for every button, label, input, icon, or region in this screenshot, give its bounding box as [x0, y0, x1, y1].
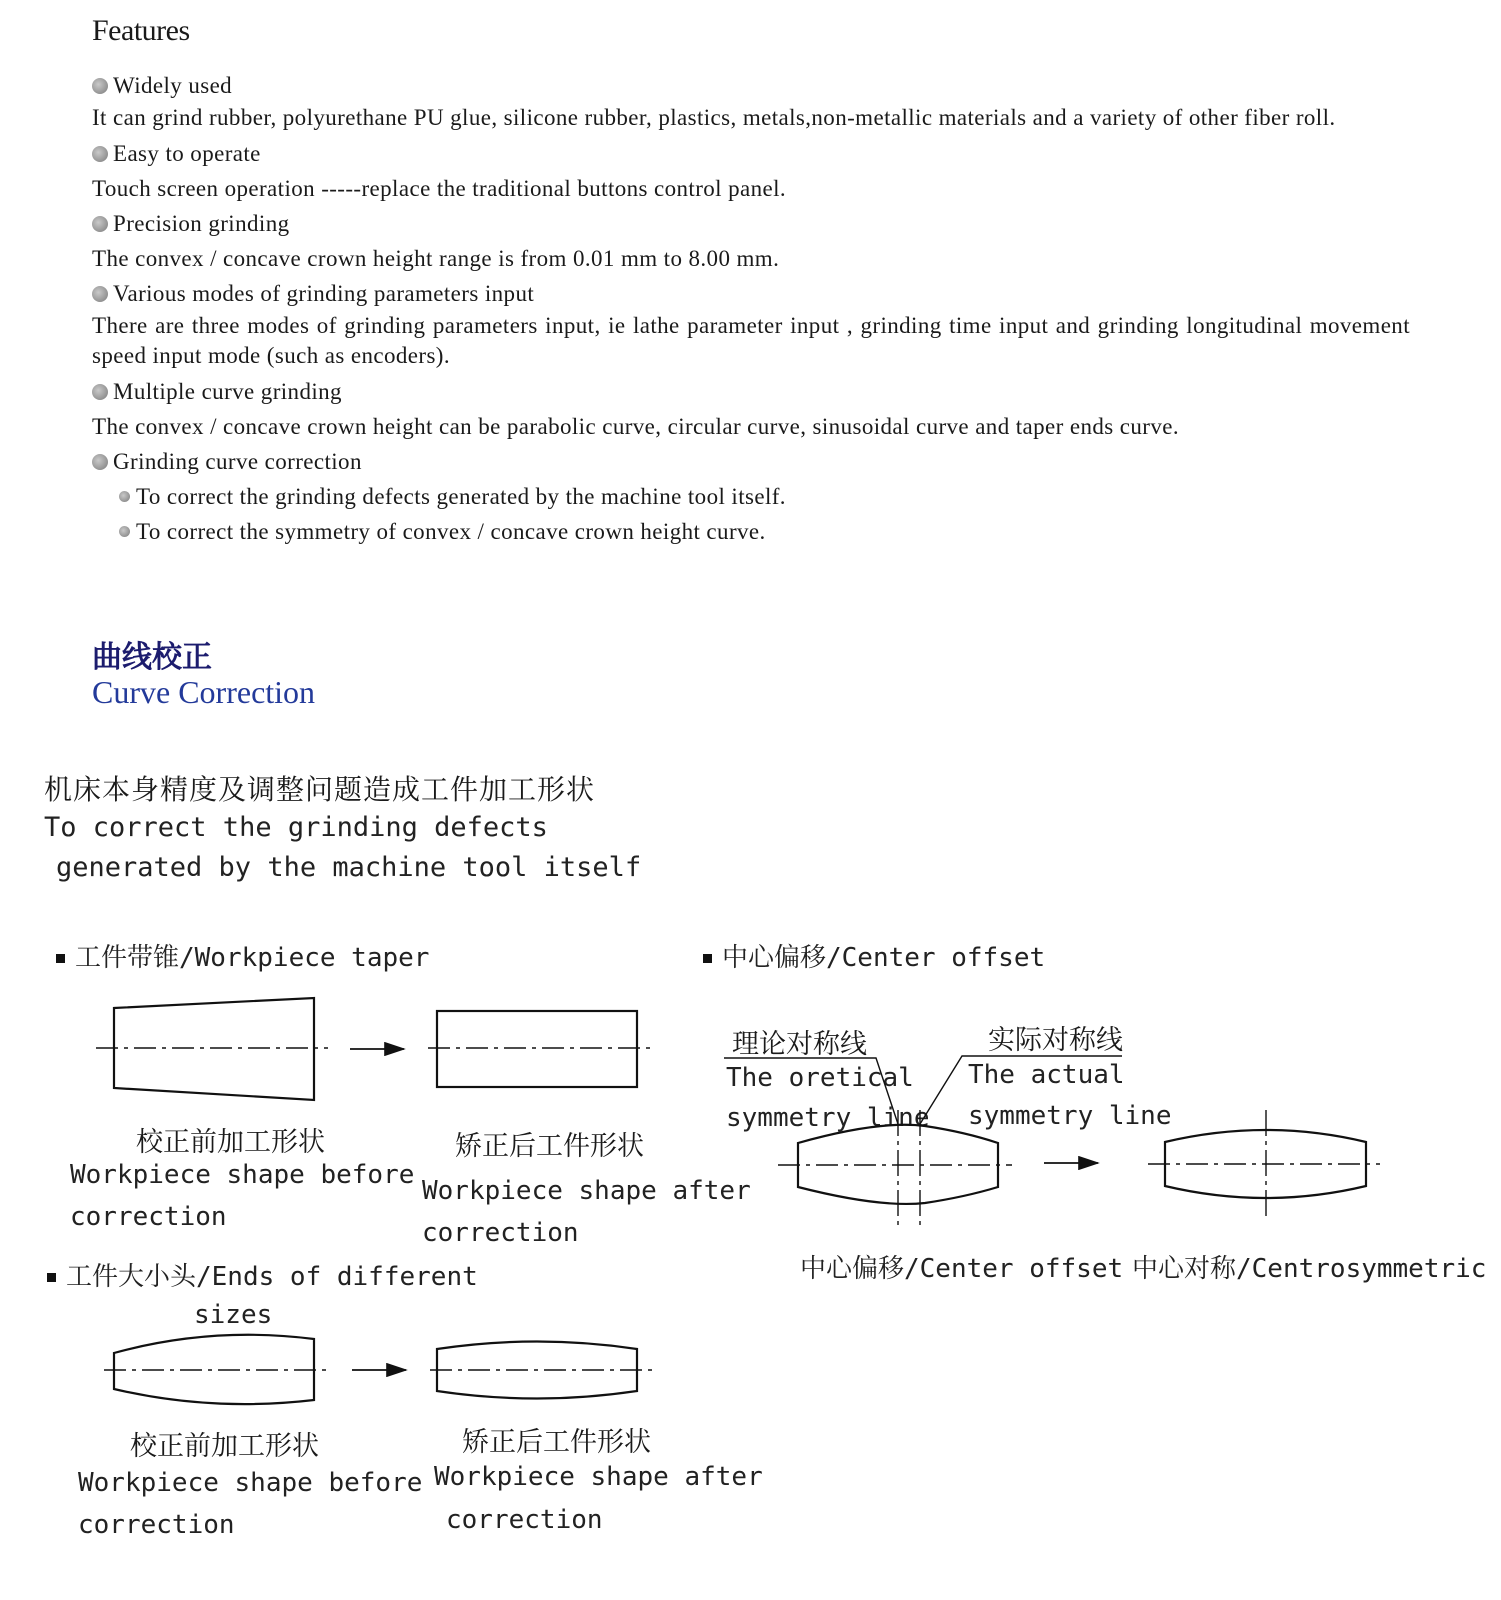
feature-heading: Precision grinding [113, 211, 290, 236]
section-title-en: Curve Correction [92, 674, 316, 710]
actual-leader-line [920, 1056, 1122, 1124]
theoretical-line-en2: symmetry line [726, 1103, 930, 1133]
taper-after-cn: 矫正后工件形状 [455, 1131, 644, 1162]
taper-before-en2: correction [70, 1202, 227, 1232]
feature-heading: Widely used [113, 73, 233, 98]
actual-line-en2: symmetry line [968, 1101, 1172, 1131]
taper-before-shape [114, 998, 314, 1100]
feature-heading: Multiple curve grinding [113, 379, 342, 404]
ends-heading-line2: sizes [194, 1300, 273, 1330]
taper-before-cn: 校正前加工形状 [136, 1127, 325, 1158]
theoretical-line-en1: The oretical [726, 1063, 914, 1093]
actual-line-en1: The actual [968, 1060, 1125, 1090]
centrosymmetric-caption: 中心对称/Centrosymmetric [1132, 1254, 1487, 1284]
feature-subitem: To correct the symmetry of convex / concave crown height curve. [136, 519, 766, 544]
features-title: Features [92, 14, 190, 47]
feature-heading: Various modes of grinding parameters input [113, 281, 535, 306]
ends-after-en1: Workpiece shape after [434, 1462, 763, 1492]
feature-description: Touch screen operation -----replace the traditional buttons control panel. [92, 176, 787, 201]
ends-before-cn: 校正前加工形状 [130, 1431, 319, 1462]
ends-before-en2: correction [78, 1510, 235, 1540]
taper-before-en1: Workpiece shape before [70, 1160, 415, 1190]
section-title-cn: 曲线校正 [92, 640, 212, 675]
taper-after-en2: correction [422, 1218, 579, 1248]
theoretical-leader-line [724, 1058, 898, 1124]
feature-subitem: To correct the grinding defects generated by the machine tool itself. [136, 484, 786, 509]
center-offset-caption: 中心偏移/Center offset [800, 1254, 1124, 1284]
intro-cn: 机床本身精度及调整问题造成工件加工形状 [44, 773, 596, 806]
theoretical-line-cn: 理论对称线 [732, 1029, 867, 1060]
taper-after-shape [437, 1011, 637, 1087]
feature-description: There are three modes of grinding parameters input, ie lathe parameter input , grinding time input and grinding longitudinal movement speed input mode (such as encoders). [92, 313, 1410, 368]
center-heading: 中心偏移/Center offset [703, 937, 1045, 974]
taper-heading: 工件带锥/Workpiece taper [56, 937, 429, 974]
feature-heading: Grinding curve correction [113, 449, 362, 474]
intro-en-line2: generated by the machine tool itself [56, 852, 642, 883]
ends-heading: 工件大小头/Ends of different [47, 1256, 478, 1293]
intro-en-line1: To correct the grinding defects [44, 812, 548, 843]
ends-before-en1: Workpiece shape before [78, 1468, 423, 1498]
ends-after-cn: 矫正后工件形状 [462, 1427, 651, 1458]
feature-description: It can grind rubber, polyurethane PU glue, silicone rubber, plastics, metals,non-metallic materials and a variety of other fiber roll. [92, 105, 1336, 130]
ends-after-en2: correction [446, 1505, 603, 1535]
feature-description: The convex / concave crown height range is from 0.01 mm to 8.00 mm. [92, 246, 780, 271]
taper-after-en1: Workpiece shape after [422, 1176, 751, 1206]
actual-line-cn: 实际对称线 [988, 1025, 1123, 1056]
feature-heading: Easy to operate [113, 141, 261, 166]
feature-description: The convex / concave crown height can be parabolic curve, circular curve, sinusoidal curve and taper ends curve. [92, 414, 1179, 439]
